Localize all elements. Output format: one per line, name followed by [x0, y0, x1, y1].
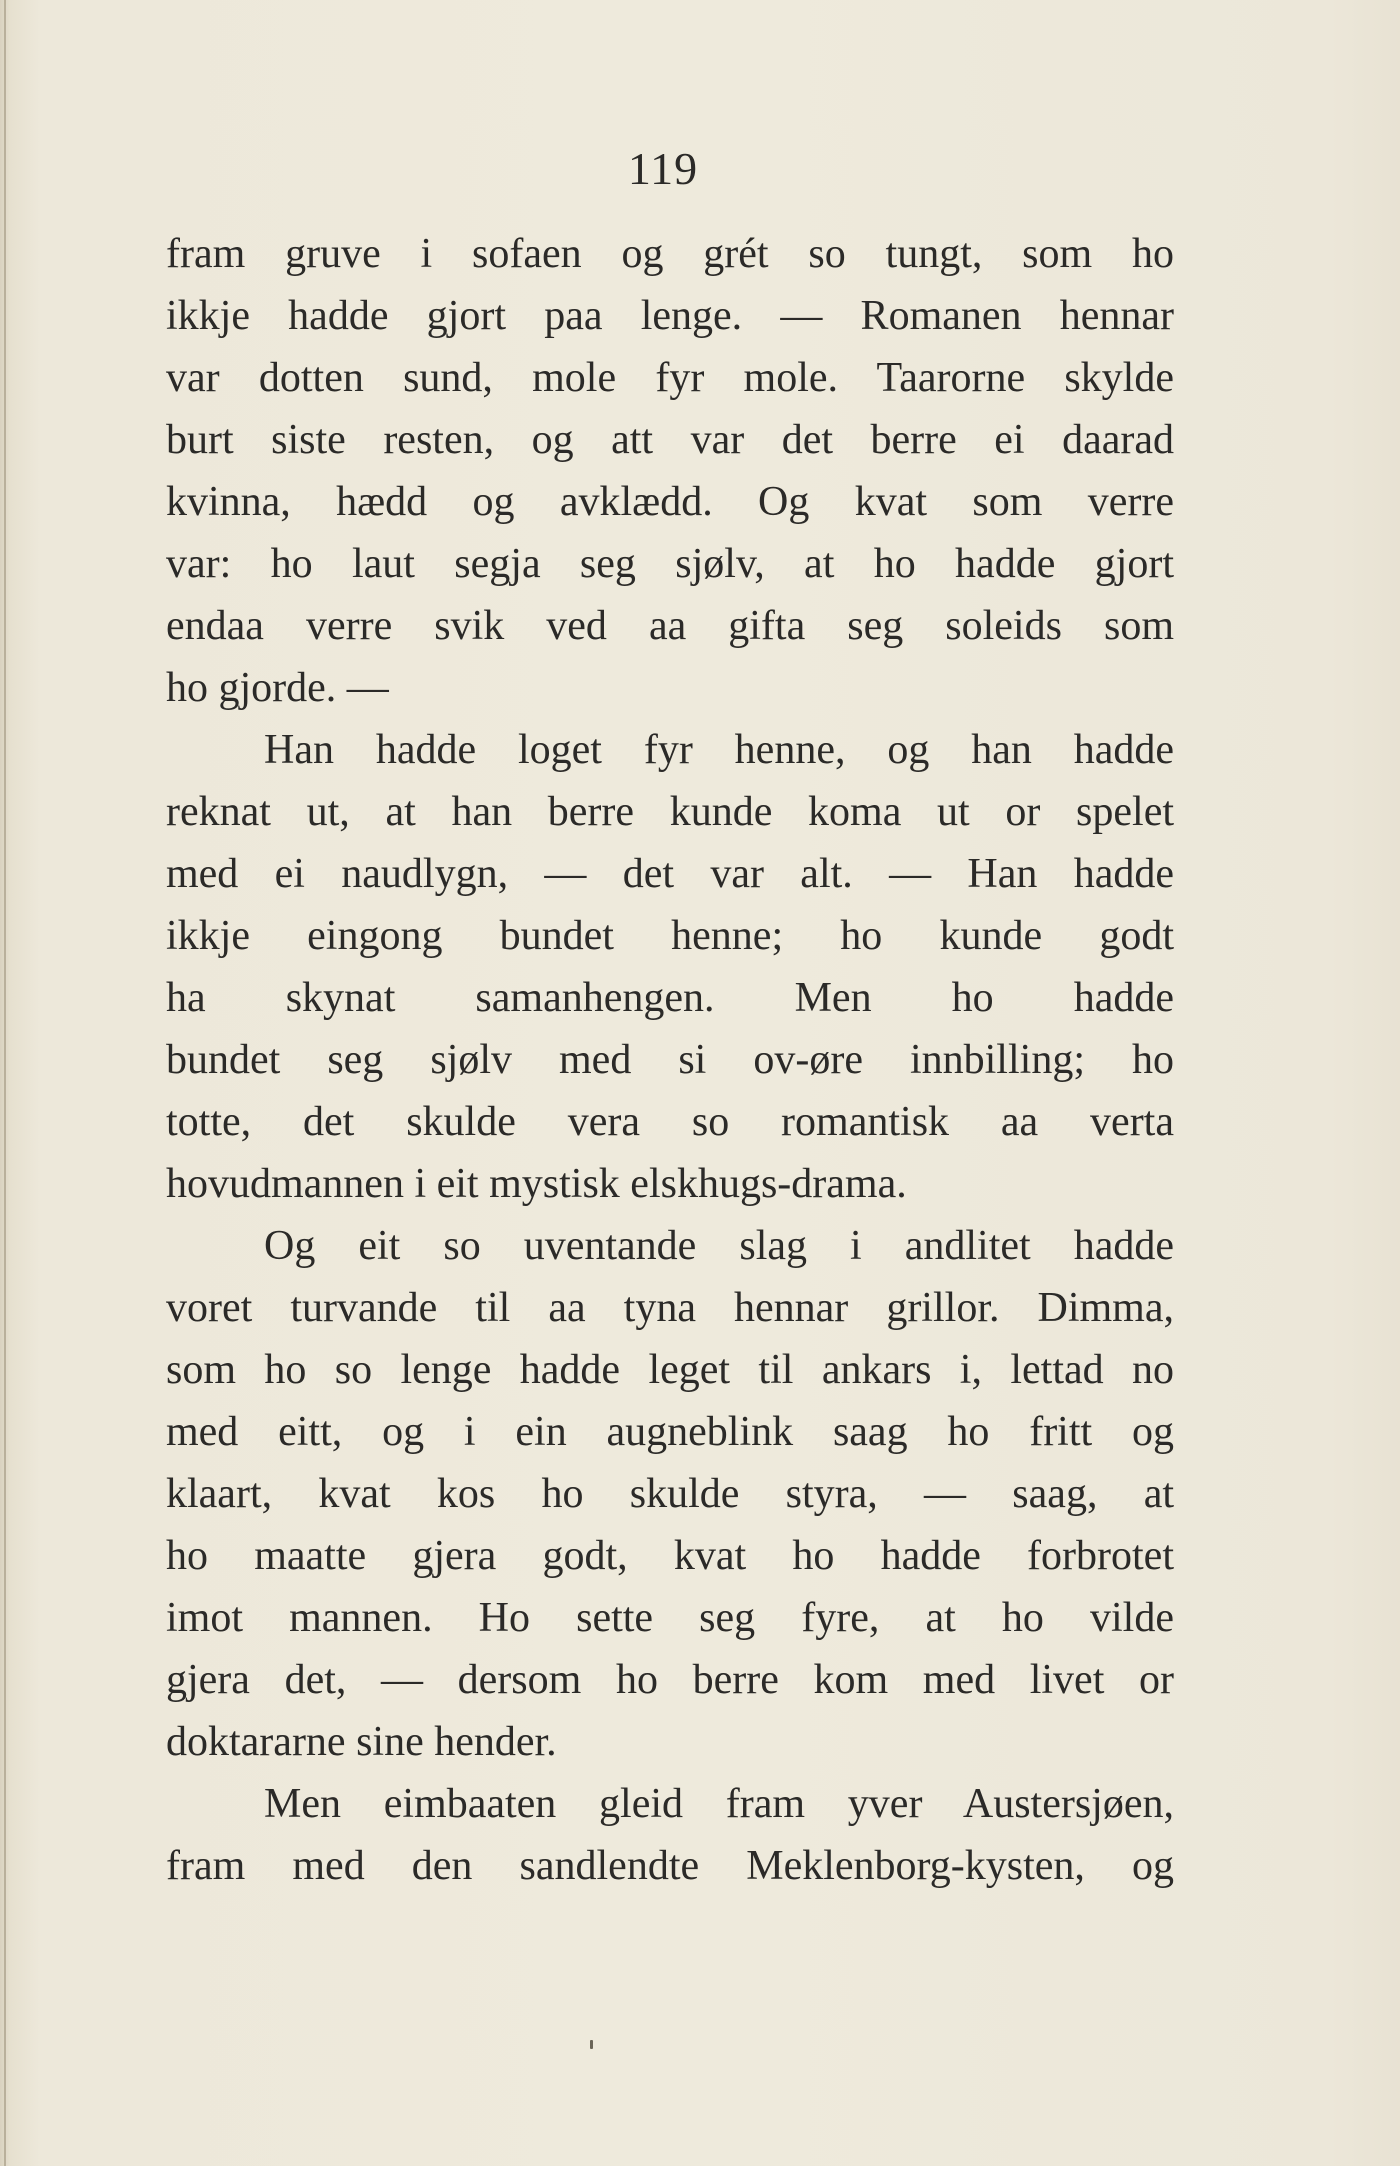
- text-line: doktararne sine hender.: [166, 1719, 557, 1765]
- text-line: imot mannen. Ho sette seg fyre, at ho vilde: [166, 1595, 1174, 1641]
- text-line: klaart, kvat kos ho skulde styra, — saag, at: [166, 1471, 1174, 1517]
- page-edge: [4, 0, 6, 2166]
- text-line: gjera det, — dersom ho berre kom med livet or: [166, 1657, 1174, 1703]
- text-line: med eitt, og i ein augneblink saag ho fritt og: [166, 1409, 1174, 1455]
- text-line: fram gruve i sofaen og grét so tungt, som ho: [166, 231, 1174, 277]
- text-line: som ho so lenge hadde leget til ankars i, lettad no: [166, 1347, 1174, 1393]
- text-line: ho gjorde. —: [166, 665, 389, 711]
- text-line: ikkje hadde gjort paa lenge. — Romanen hennar: [166, 293, 1174, 339]
- body-text: [166, 223, 1174, 1897]
- text-line: ho maatte gjera godt, kvat ho hadde forbrotet: [166, 1533, 1174, 1579]
- text-line: ikkje eingong bundet henne; ho kunde godt: [166, 913, 1174, 959]
- text-line: kvinna, hædd og avklædd. Og kvat som verre: [166, 479, 1174, 525]
- text-line: Og eit so uventande slag i andlitet hadde: [264, 1223, 1174, 1269]
- text-line: var dotten sund, mole fyr mole. Taarorne skylde: [166, 355, 1174, 401]
- text-line: bundet seg sjølv med si ov-øre innbilling; ho: [166, 1037, 1174, 1083]
- ink-speck: [590, 2040, 593, 2049]
- text-line: endaa verre svik ved aa gifta seg soleids som: [166, 603, 1174, 649]
- text-line: Han hadde loget fyr henne, og han hadde: [264, 727, 1174, 773]
- text-line: var: ho laut segja seg sjølv, at ho hadde gjort: [166, 541, 1174, 587]
- text-line: totte, det skulde vera so romantisk aa verta: [166, 1099, 1174, 1145]
- text-line: fram med den sandlendte Meklenborg-kysten, og: [166, 1843, 1174, 1889]
- text-line: voret turvande til aa tyna hennar grillor. Dimma,: [166, 1285, 1174, 1331]
- text-line: reknat ut, at han berre kunde koma ut or spelet: [166, 789, 1174, 835]
- text-line: ha skynat samanhengen. Men ho hadde: [166, 975, 1174, 1021]
- text-line: med ei naudlygn, — det var alt. — Han hadde: [166, 851, 1174, 897]
- page-number: 119: [627, 143, 699, 194]
- text-line: hovudmannen i eit mystisk elskhugs-drama.: [166, 1161, 907, 1207]
- text-line: Men eimbaaten gleid fram yver Austersjøen,: [264, 1781, 1174, 1827]
- text-line: burt siste resten, og att var det berre ei daarad: [166, 417, 1174, 463]
